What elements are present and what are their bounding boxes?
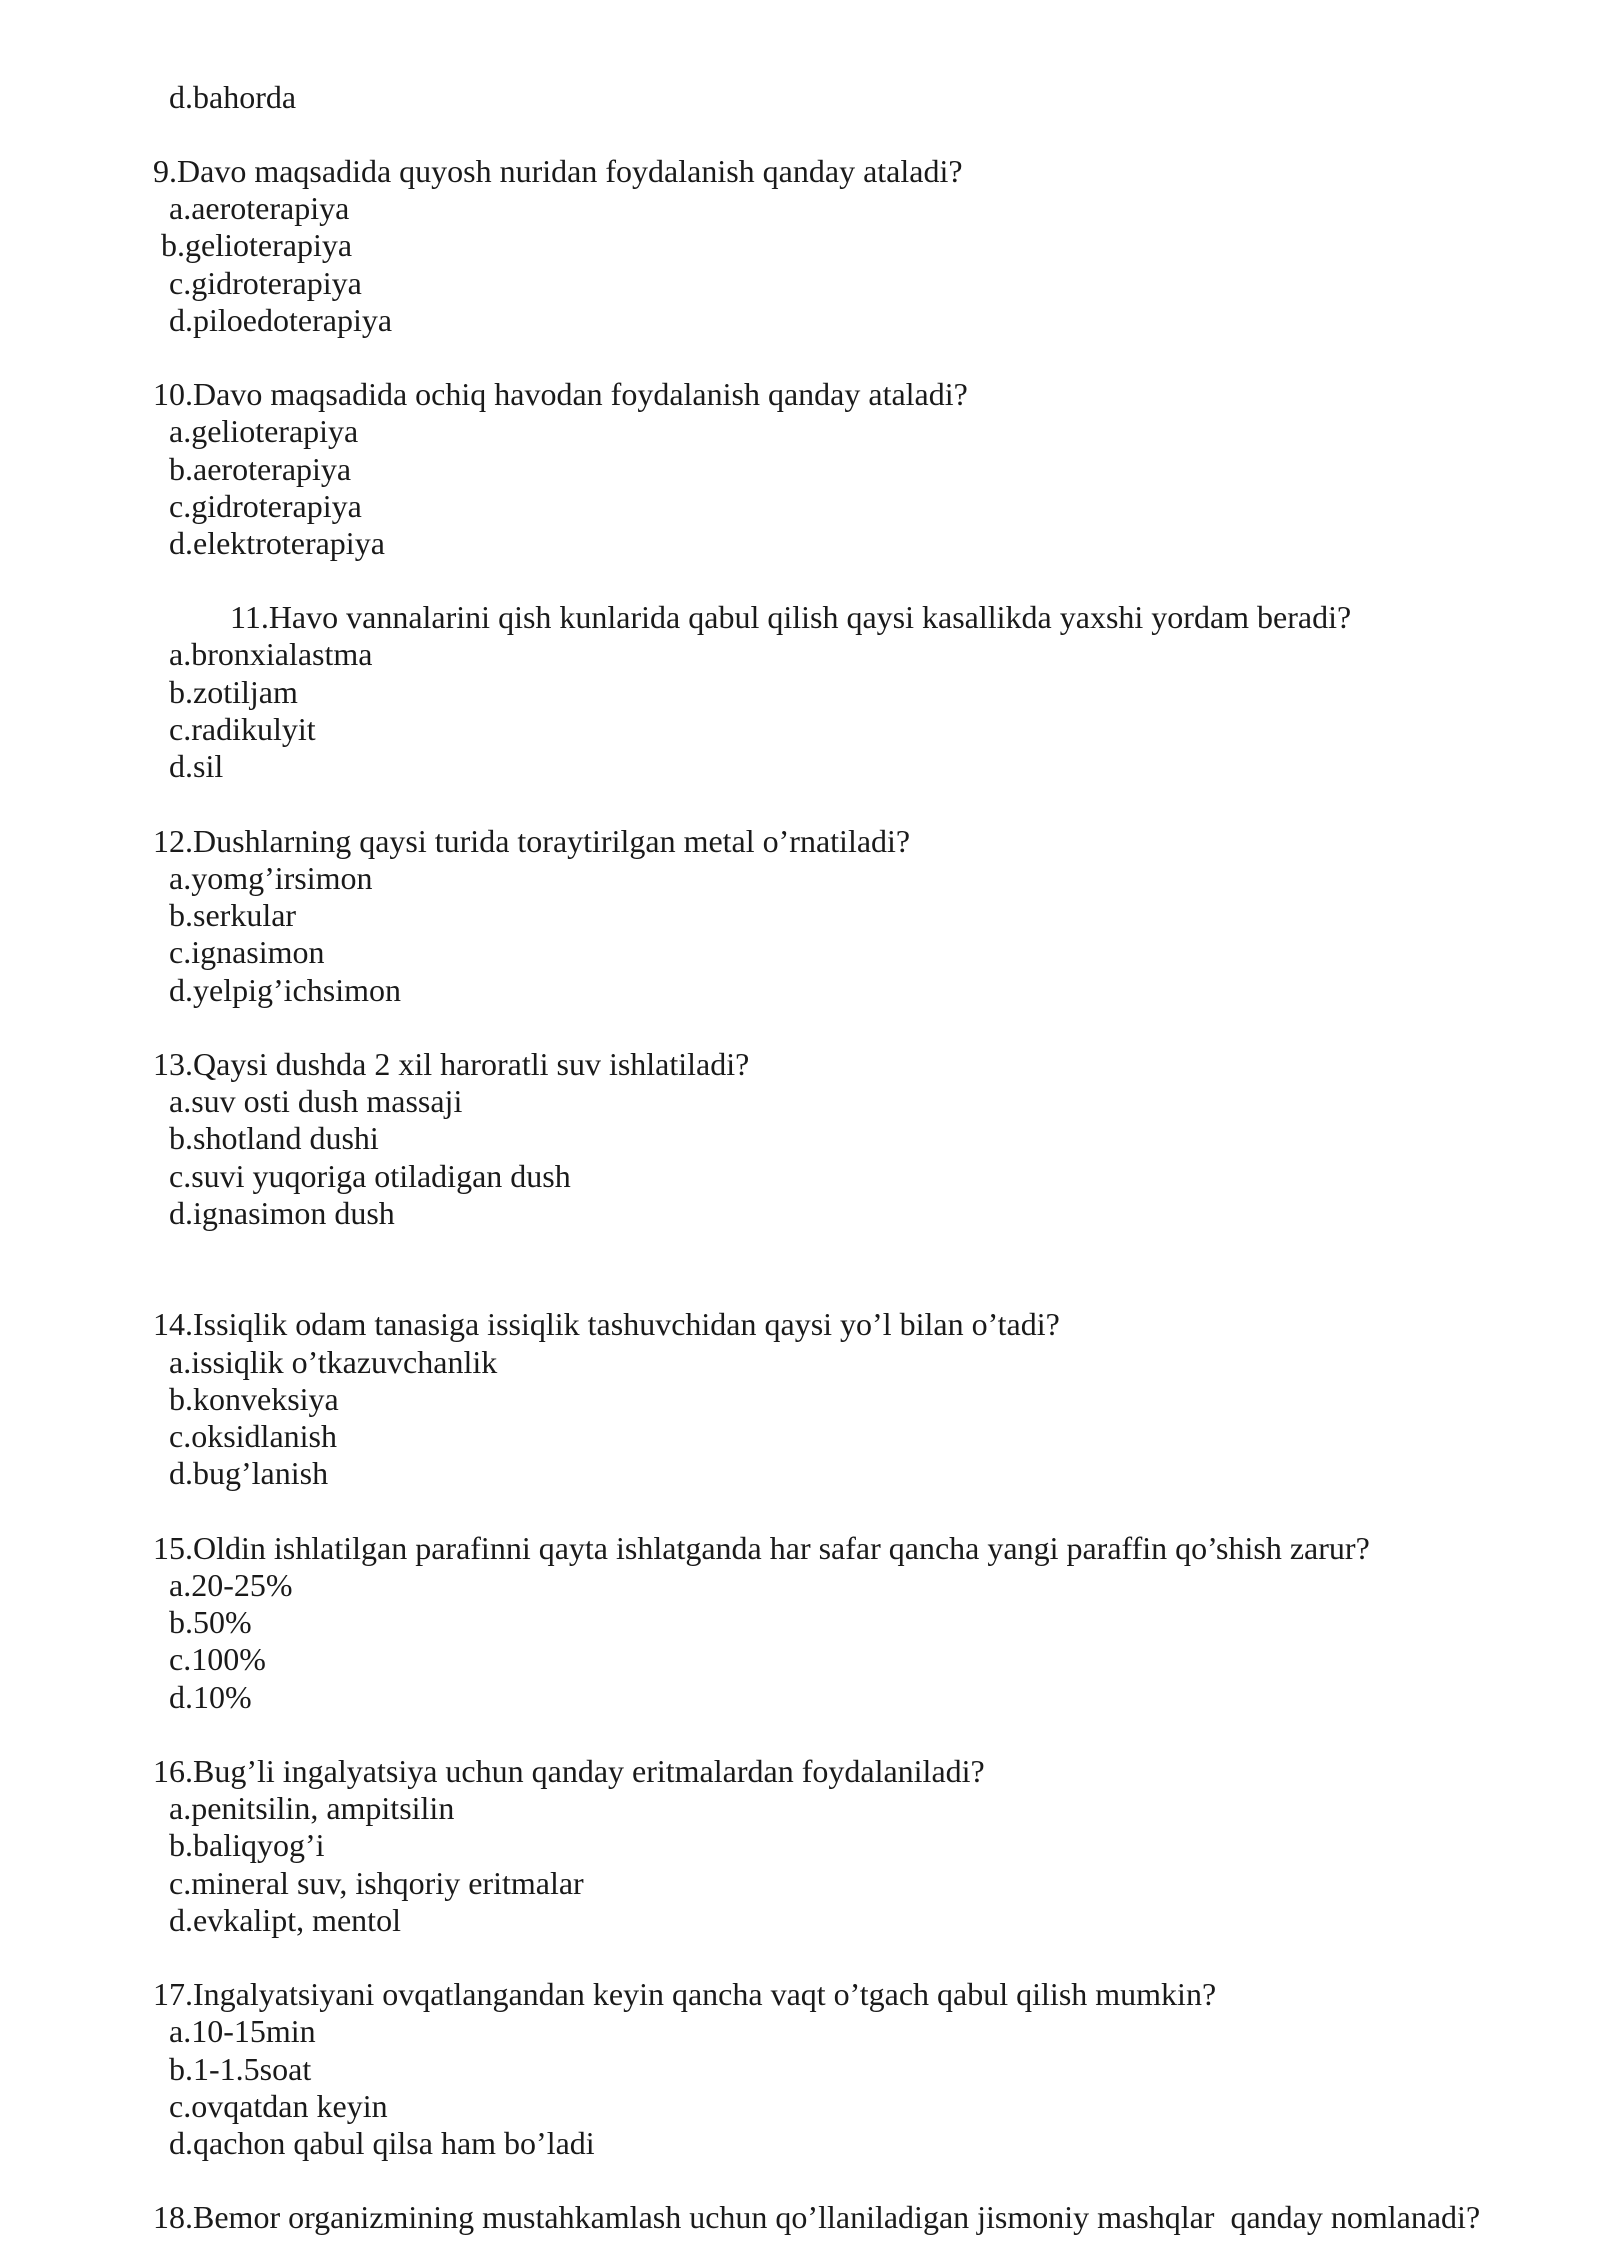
answer-option: d.10% [169,1679,252,1715]
answer-option: d.piloedoterapiya [169,302,393,338]
question-text: 17.Ingalyatsiyani ovqatlangandan keyin qancha vaqt o’tgach qabul qilish mumkin? [153,1976,1217,2012]
question-text: 11.Havo vannalarini qish kunlarida qabul qilish qaysi kasallikda yaxshi yordam beradi? [230,599,1352,635]
question-text: 13.Qaysi dushda 2 xil haroratli suv ishlatiladi? [153,1046,750,1082]
answer-option: a.20-25% [169,1567,293,1603]
answer-option: c.radikulyit [169,711,316,747]
answer-option: d.evkalipt, mentol [169,1902,401,1938]
answer-option: a.10-15min [169,2013,316,2049]
answer-option: b.gelioterapiya [161,227,353,263]
answer-option: b.50% [169,1604,252,1640]
question-text: 10.Davo maqsadida ochiq havodan foydalanish qanday ataladi? [153,376,968,412]
question-text: 16.Bug’li ingalyatsiya uchun qanday eritmalardan foydalaniladi? [153,1753,985,1789]
answer-option: a.aeroterapiya [169,190,350,226]
answer-option: c.mineral suv, ishqoriy eritmalar [169,1865,584,1901]
answer-option: a.suv osti dush massaji [169,1083,463,1119]
question-text: 18.Bemor organizmining mustahkamlash uchun qo’llaniladigan jismoniy mashqlar qanday nomlanadi? [153,2199,1481,2235]
answer-option: a.yomg’irsimon [169,860,373,896]
answer-option: a.bronxialastma [169,636,373,672]
answer-option: b.serkular [169,897,297,933]
answer-option: b.shotland dushi [169,1120,379,1156]
answer-option: c.gidroterapiya [169,265,362,301]
answer-option: d.bug’lanish [169,1455,329,1491]
answer-option: c.suvi yuqoriga otiladigan dush [169,1158,571,1194]
answer-option: d.sil [169,748,224,784]
answer-option: d.elektroterapiya [169,525,385,561]
answer-option: a.gelioterapiya [169,413,359,449]
question-text: 9.Davo maqsadida quyosh nuridan foydalanish qanday ataladi? [153,153,963,189]
answer-option: a.penitsilin, ampitsilin [169,1790,455,1826]
answer-option: d.bahorda [169,79,297,115]
answer-option: c.ovqatdan keyin [169,2088,388,2124]
question-text: 14.Issiqlik odam tanasiga issiqlik tashuvchidan qaysi yo’l bilan o’tadi? [153,1306,1060,1342]
question-text: 12.Dushlarning qaysi turida toraytirilgan metal o’rnatiladi? [153,823,911,859]
answer-option: b.konveksiya [169,1381,339,1417]
answer-option: b.aeroterapiya [169,451,352,487]
answer-option: c.oksidlanish [169,1418,337,1454]
answer-option: b.baliqyog’i [169,1827,325,1863]
answer-option: c.gidroterapiya [169,488,362,524]
answer-option: d.ignasimon dush [169,1195,395,1231]
question-text: 15.Oldin ishlatilgan parafinni qayta ishlatganda har safar qancha yangi paraffin qo’shish zarur? [153,1530,1370,1566]
answer-option: d.qachon qabul qilsa ham bo’ladi [169,2125,595,2161]
answer-option: b.zotiljam [169,674,298,710]
answer-option: c.100% [169,1641,266,1677]
answer-option: a.issiqlik o’tkazuvchanlik [169,1344,498,1380]
answer-option: c.ignasimon [169,934,325,970]
answer-option: b.1-1.5soat [169,2051,312,2087]
answer-option: d.yelpig’ichsimon [169,972,401,1008]
